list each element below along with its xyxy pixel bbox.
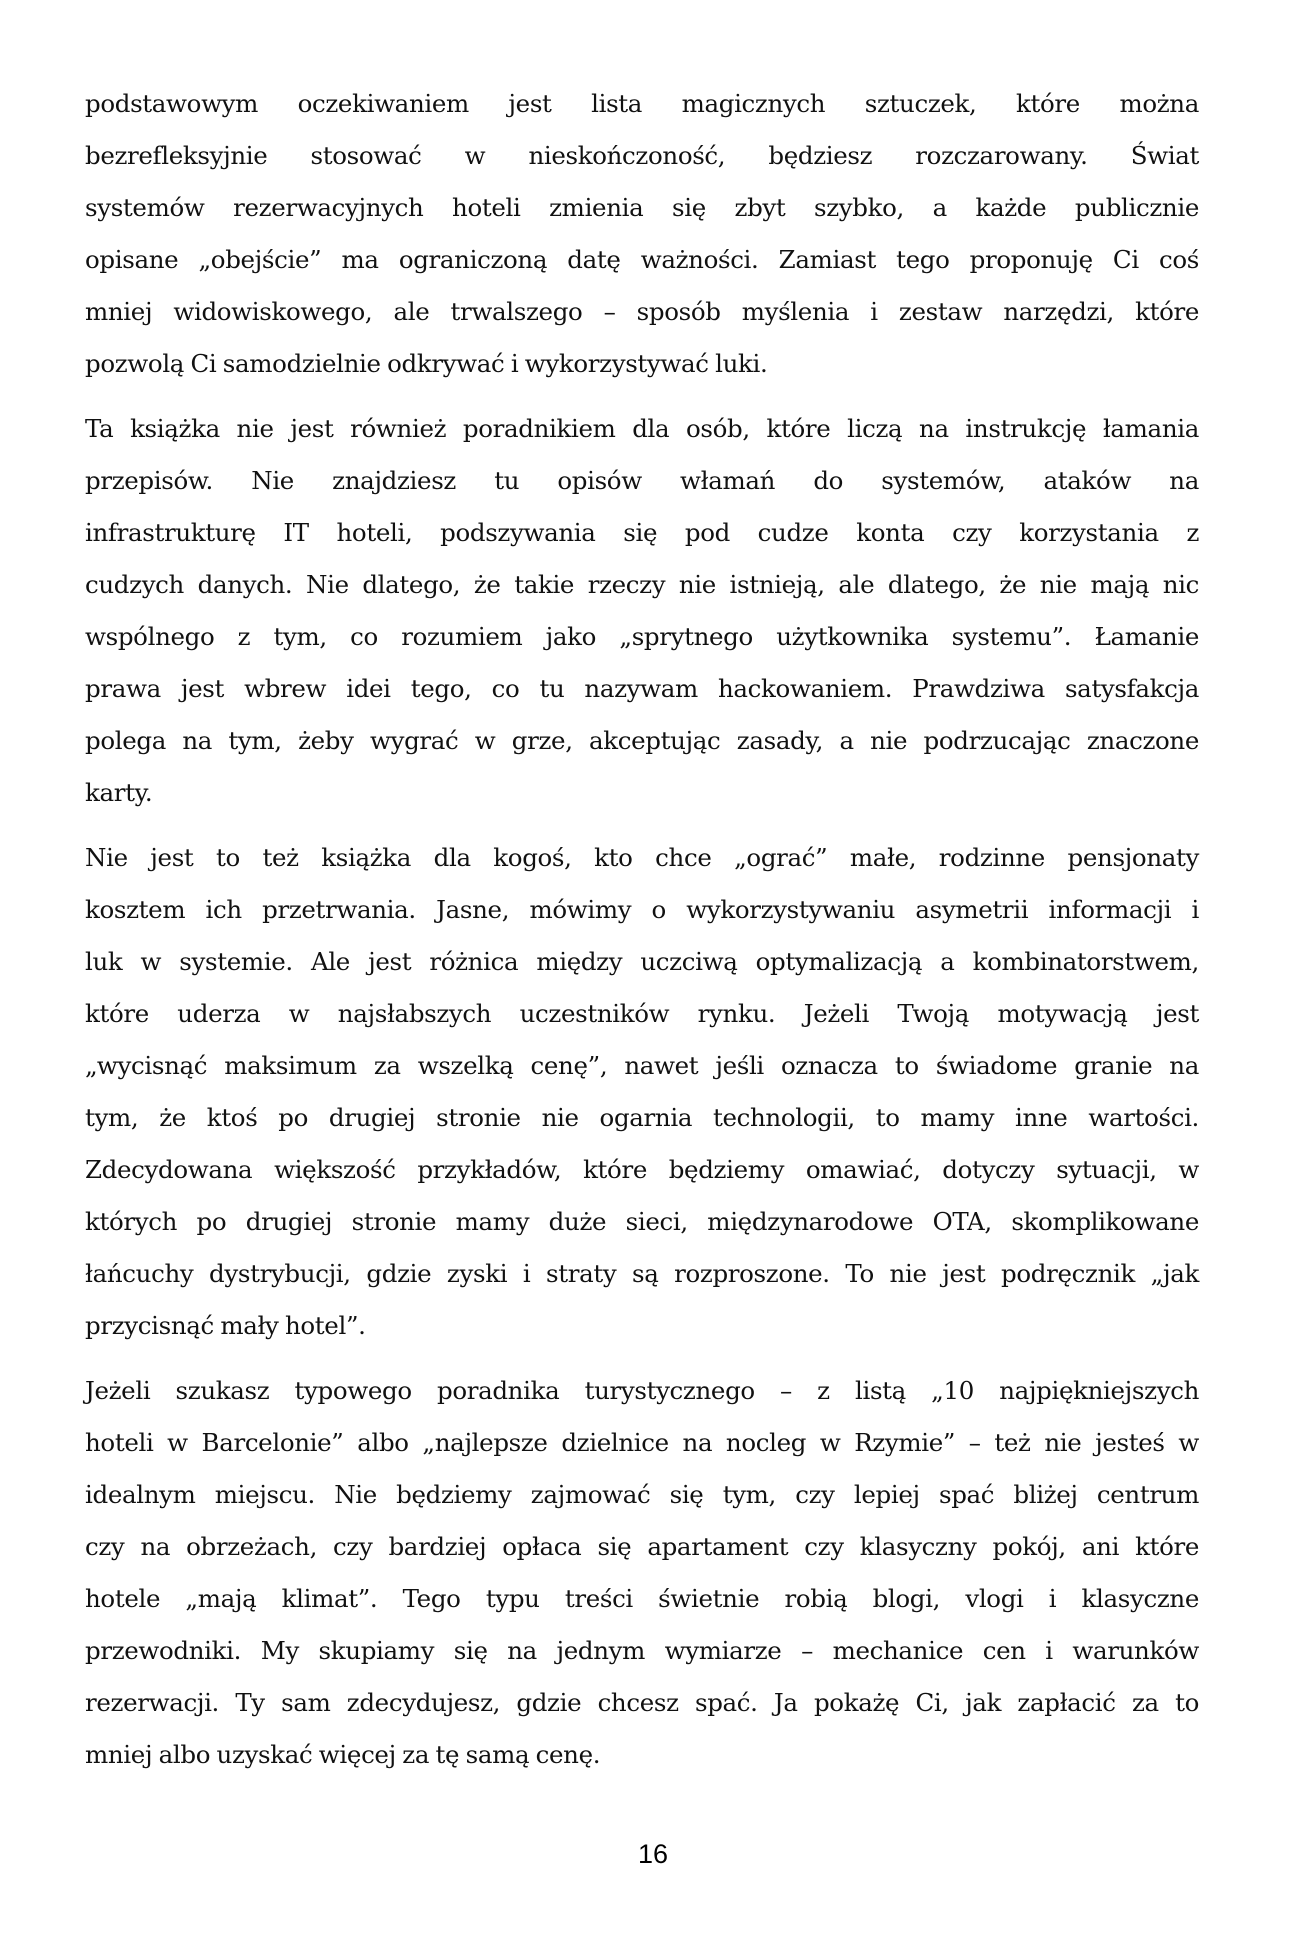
text-line: hoteli w Barcelonie” albo „najlepsze dzielnice na nocleg w Rzymie” – też nie jesteś w bbox=[85, 1428, 1199, 1457]
text-line: hotele „mają klimat”. Tego typu treści świetnie robią blogi, vlogi i klasyczne bbox=[85, 1584, 1199, 1613]
text-line: podstawowym oczekiwaniem jest lista magicznych sztuczek, które można bbox=[85, 89, 1199, 118]
paragraph-2 bbox=[85, 403, 1199, 819]
text-line: cudzych danych. Nie dlatego, że takie rzeczy nie istnieją, ale dlatego, że nie mają nic bbox=[85, 570, 1199, 599]
text-line: które uderza w najsłabszych uczestników rynku. Jeżeli Twoją motywacją jest bbox=[85, 999, 1199, 1028]
text-line: przycisnąć mały hotel”. bbox=[85, 1311, 366, 1340]
text-line: przepisów. Nie znajdziesz tu opisów włamań do systemów, ataków na bbox=[85, 466, 1199, 495]
text-line: Zdecydowana większość przykładów, które będziemy omawiać, dotyczy sytuacji, w bbox=[85, 1155, 1199, 1184]
text-line: prawa jest wbrew idei tego, co tu nazywam hackowaniem. Prawdziwa satysfakcja bbox=[85, 674, 1199, 703]
text-line: systemów rezerwacyjnych hoteli zmienia się zbyt szybko, a każde publicznie bbox=[85, 193, 1199, 222]
paragraph-4 bbox=[85, 1365, 1199, 1781]
text-line: tym, że ktoś po drugiej stronie nie ogarnia technologii, to mamy inne wartości. bbox=[85, 1103, 1199, 1132]
text-line: których po drugiej stronie mamy duże sieci, międzynarodowe OTA, skomplikowane bbox=[85, 1207, 1199, 1236]
text-line: „wycisnąć maksimum za wszelką cenę”, nawet jeśli oznacza to świadome granie na bbox=[85, 1051, 1199, 1080]
text-line: wspólnego z tym, co rozumiem jako „sprytnego użytkownika systemu”. Łamanie bbox=[85, 622, 1199, 651]
text-line: mniej albo uzyskać więcej za tę samą cenę. bbox=[85, 1740, 601, 1769]
text-line: mniej widowiskowego, ale trwalszego – sposób myślenia i zestaw narzędzi, które bbox=[85, 297, 1199, 326]
text-line: Jeżeli szukasz typowego poradnika turystycznego – z listą „10 najpiękniejszych bbox=[85, 1376, 1199, 1405]
page-number: 16 bbox=[637, 1839, 669, 1869]
text-line: idealnym miejscu. Nie będziemy zajmować się tym, czy lepiej spać bliżej centrum bbox=[85, 1480, 1199, 1509]
text-line: czy na obrzeżach, czy bardziej opłaca się apartament czy klasyczny pokój, ani które bbox=[85, 1532, 1199, 1561]
text-line: bezrefleksyjnie stosować w nieskończoność, będziesz rozczarowany. Świat bbox=[85, 141, 1199, 170]
text-line: przewodniki. My skupiamy się na jednym wymiarze – mechanice cen i warunków bbox=[85, 1636, 1199, 1665]
text-line: Nie jest to też książka dla kogoś, kto chce „ograć” małe, rodzinne pensjonaty bbox=[85, 843, 1199, 872]
text-line: łańcuchy dystrybucji, gdzie zyski i straty są rozproszone. To nie jest podręcznik „jak bbox=[85, 1259, 1199, 1288]
text-line: polega na tym, żeby wygrać w grze, akceptując zasady, a nie podrzucając znaczone bbox=[85, 726, 1199, 755]
body-text bbox=[85, 78, 1199, 1794]
text-line: infrastrukturę IT hoteli, podszywania się pod cudze konta czy korzystania z bbox=[85, 518, 1199, 547]
text-line: kosztem ich przetrwania. Jasne, mówimy o wykorzystywaniu asymetrii informacji i bbox=[85, 895, 1199, 924]
paragraph-3 bbox=[85, 832, 1199, 1352]
text-line: karty. bbox=[85, 778, 153, 807]
text-line: opisane „obejście” ma ograniczoną datę ważności. Zamiast tego proponuję Ci coś bbox=[85, 245, 1199, 274]
text-line: pozwolą Ci samodzielnie odkrywać i wykorzystywać luki. bbox=[85, 349, 768, 378]
text-line: luk w systemie. Ale jest różnica między uczciwą optymalizacją a kombinatorstwem, bbox=[85, 947, 1199, 976]
text-line: rezerwacji. Ty sam zdecydujesz, gdzie chcesz spać. Ja pokażę Ci, jak zapłacić za to bbox=[85, 1688, 1199, 1717]
text-line: Ta książka nie jest również poradnikiem dla osób, które liczą na instrukcję łamania bbox=[85, 414, 1199, 443]
paragraph-1 bbox=[85, 78, 1199, 390]
